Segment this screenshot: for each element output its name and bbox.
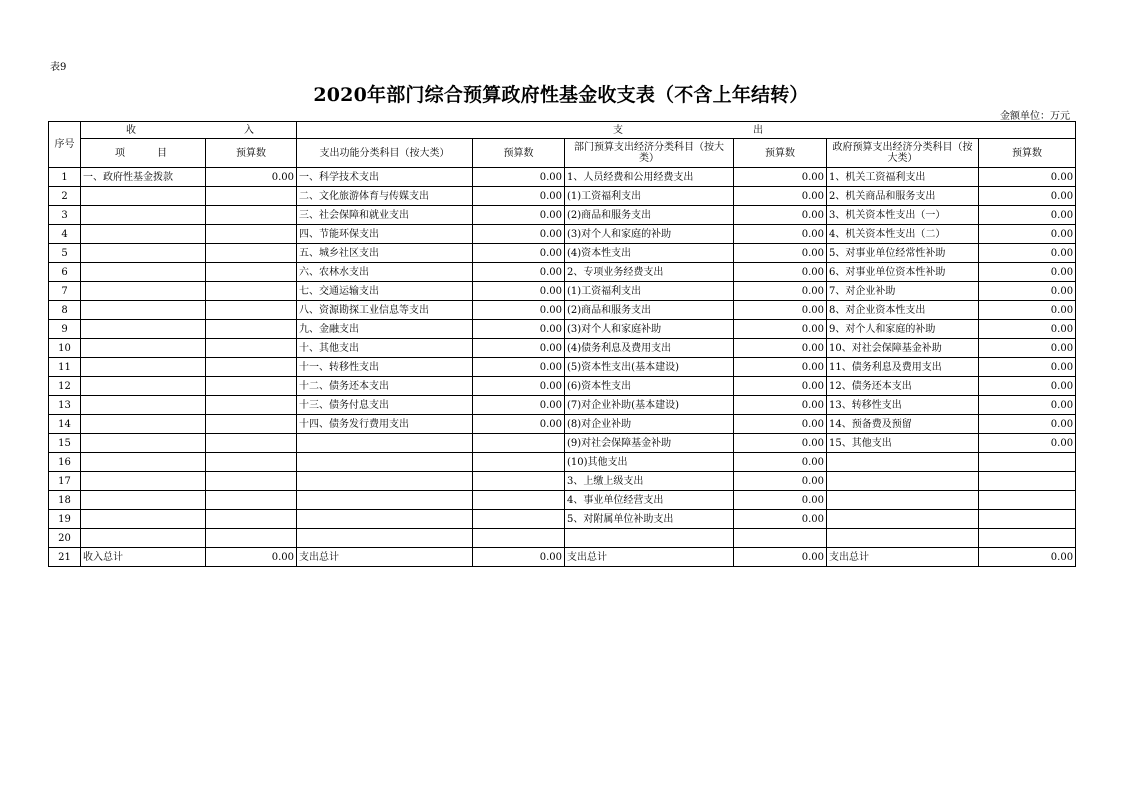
gov-amount: 0.00 <box>979 168 1076 187</box>
income-amount <box>206 320 297 339</box>
income-item <box>81 263 206 282</box>
row-seq: 3 <box>49 206 81 225</box>
func-amount: 0.00 <box>473 377 565 396</box>
table-row <box>49 206 1076 225</box>
income-item <box>81 206 206 225</box>
header-dept-budget: 预算数 <box>734 139 827 168</box>
func-item <box>297 453 473 472</box>
gov-amount <box>979 472 1076 491</box>
income-item <box>81 320 206 339</box>
dept-amount: 0.00 <box>734 187 827 206</box>
income-amount <box>206 453 297 472</box>
income-amount <box>206 206 297 225</box>
header-row-groups <box>49 122 1076 139</box>
income-item <box>81 377 206 396</box>
gov-item: 14、预备费及预留 <box>827 415 979 434</box>
func-amount <box>473 472 565 491</box>
func-amount: 0.00 <box>473 396 565 415</box>
func-amount <box>473 434 565 453</box>
income-amount: 0.00 <box>206 168 297 187</box>
dept-item: (7)对企业补助(基本建设) <box>565 396 734 415</box>
dept-item: (8)对企业补助 <box>565 415 734 434</box>
income-amount <box>206 396 297 415</box>
dept-item: (9)对社会保障基金补助 <box>565 434 734 453</box>
func-amount: 0.00 <box>473 263 565 282</box>
income-amount <box>206 510 297 529</box>
row-seq: 20 <box>49 529 81 548</box>
table-row <box>49 529 1076 548</box>
header-func-budget: 预算数 <box>473 139 565 168</box>
dept-item: (1)工资福利支出 <box>565 282 734 301</box>
gov-amount: 0.00 <box>979 187 1076 206</box>
row-seq: 8 <box>49 301 81 320</box>
gov-amount: 0.00 <box>979 282 1076 301</box>
dept-amount: 0.00 <box>734 263 827 282</box>
income-item <box>81 225 206 244</box>
gov-item <box>827 529 979 548</box>
func-item: 四、节能环保支出 <box>297 225 473 244</box>
row-seq: 16 <box>49 453 81 472</box>
func-amount: 0.00 <box>473 225 565 244</box>
dept-amount: 0.00 <box>734 377 827 396</box>
func-item: 九、金融支出 <box>297 320 473 339</box>
func-item <box>297 529 473 548</box>
dept-item: (3)对个人和家庭的补助 <box>565 225 734 244</box>
gov-item: 6、对事业单位资本性补助 <box>827 263 979 282</box>
dept-item: 5、对附属单位补助支出 <box>565 510 734 529</box>
gov-item: 15、其他支出 <box>827 434 979 453</box>
income-amount: 0.00 <box>206 548 297 567</box>
dept-item: 1、人员经费和公用经费支出 <box>565 168 734 187</box>
dept-item: (4)资本性支出 <box>565 244 734 263</box>
table-row <box>49 453 1076 472</box>
income-item <box>81 472 206 491</box>
income-amount <box>206 377 297 396</box>
income-amount <box>206 225 297 244</box>
header-income-a: 收 <box>126 124 136 136</box>
gov-amount: 0.00 <box>979 263 1076 282</box>
func-amount: 0.00 <box>473 415 565 434</box>
income-item <box>81 434 206 453</box>
income-amount <box>206 434 297 453</box>
income-amount <box>206 263 297 282</box>
gov-item <box>827 491 979 510</box>
func-amount: 0.00 <box>473 339 565 358</box>
func-item <box>297 434 473 453</box>
table-row <box>49 358 1076 377</box>
income-amount <box>206 187 297 206</box>
gov-amount: 0.00 <box>979 339 1076 358</box>
income-item <box>81 339 206 358</box>
table-row <box>49 377 1076 396</box>
income-item: 一、政府性基金拨款 <box>81 168 206 187</box>
row-seq: 11 <box>49 358 81 377</box>
table-row <box>49 510 1076 529</box>
func-item: 十、其他支出 <box>297 339 473 358</box>
gov-item: 9、对个人和家庭的补助 <box>827 320 979 339</box>
table-row <box>49 396 1076 415</box>
func-item: 二、文化旅游体育与传媒支出 <box>297 187 473 206</box>
gov-amount: 0.00 <box>979 301 1076 320</box>
table-id: 表9 <box>50 62 67 73</box>
dept-amount: 0.00 <box>734 434 827 453</box>
func-item <box>297 472 473 491</box>
table-row <box>49 168 1076 187</box>
gov-amount: 0.00 <box>979 320 1076 339</box>
dept-amount: 0.00 <box>734 472 827 491</box>
gov-amount <box>979 510 1076 529</box>
func-amount <box>473 491 565 510</box>
dept-amount: 0.00 <box>734 548 827 567</box>
func-amount: 0.00 <box>473 244 565 263</box>
page-title: 2020年部门综合预算政府性基金收支表（不含上年结转） <box>313 84 809 106</box>
row-seq: 14 <box>49 415 81 434</box>
table-row <box>49 301 1076 320</box>
dept-item: 2、专项业务经费支出 <box>565 263 734 282</box>
income-item <box>81 453 206 472</box>
gov-item: 支出总计 <box>827 548 979 567</box>
table-row <box>49 244 1076 263</box>
table-body <box>49 168 1076 567</box>
row-seq: 10 <box>49 339 81 358</box>
gov-item: 5、对事业单位经常性补助 <box>827 244 979 263</box>
table-row <box>49 320 1076 339</box>
gov-item <box>827 510 979 529</box>
gov-item <box>827 472 979 491</box>
dept-item <box>565 529 734 548</box>
income-amount <box>206 244 297 263</box>
gov-item: 3、机关资本性支出（一） <box>827 206 979 225</box>
dept-amount: 0.00 <box>734 206 827 225</box>
amount-unit: 金额单位：万元 <box>1000 111 1070 122</box>
header-income-group <box>81 122 297 139</box>
income-amount <box>206 491 297 510</box>
func-amount: 0.00 <box>473 320 565 339</box>
gov-amount <box>979 529 1076 548</box>
income-amount <box>206 415 297 434</box>
table-row <box>49 263 1076 282</box>
row-seq: 17 <box>49 472 81 491</box>
gov-item <box>827 453 979 472</box>
dept-item: (1)工资福利支出 <box>565 187 734 206</box>
gov-amount: 0.00 <box>979 434 1076 453</box>
dept-item: (10)其他支出 <box>565 453 734 472</box>
gov-item: 10、对社会保障基金补助 <box>827 339 979 358</box>
row-seq: 2 <box>49 187 81 206</box>
dept-item: 4、事业单位经营支出 <box>565 491 734 510</box>
gov-amount: 0.00 <box>979 377 1076 396</box>
row-seq: 9 <box>49 320 81 339</box>
gov-amount: 0.00 <box>979 396 1076 415</box>
dept-item: (5)资本性支出(基本建设) <box>565 358 734 377</box>
income-amount <box>206 282 297 301</box>
func-item <box>297 510 473 529</box>
income-amount <box>206 472 297 491</box>
gov-amount: 0.00 <box>979 225 1076 244</box>
row-seq: 7 <box>49 282 81 301</box>
func-item: 五、城乡社区支出 <box>297 244 473 263</box>
row-seq: 5 <box>49 244 81 263</box>
income-item <box>81 187 206 206</box>
func-item: 十二、债务还本支出 <box>297 377 473 396</box>
gov-item: 12、债务还本支出 <box>827 377 979 396</box>
income-item: 收入总计 <box>81 548 206 567</box>
table-row <box>49 225 1076 244</box>
func-item: 十三、债务付息支出 <box>297 396 473 415</box>
gov-item: 4、机关资本性支出（二） <box>827 225 979 244</box>
row-seq: 13 <box>49 396 81 415</box>
income-item <box>81 396 206 415</box>
func-amount <box>473 453 565 472</box>
dept-amount: 0.00 <box>734 491 827 510</box>
dept-item: (6)资本性支出 <box>565 377 734 396</box>
func-amount: 0.00 <box>473 548 565 567</box>
dept-amount: 0.00 <box>734 453 827 472</box>
row-seq: 18 <box>49 491 81 510</box>
dept-amount: 0.00 <box>734 358 827 377</box>
income-item <box>81 415 206 434</box>
dept-item: (2)商品和服务支出 <box>565 301 734 320</box>
func-amount: 0.00 <box>473 282 565 301</box>
row-seq: 1 <box>49 168 81 187</box>
table-row <box>49 434 1076 453</box>
func-item: 支出总计 <box>297 548 473 567</box>
income-amount <box>206 339 297 358</box>
dept-amount <box>734 529 827 548</box>
gov-item: 1、机关工资福利支出 <box>827 168 979 187</box>
gov-item: 13、转移性支出 <box>827 396 979 415</box>
table-row <box>49 187 1076 206</box>
header-func-class: 支出功能分类科目（按大类） <box>297 139 473 168</box>
func-amount: 0.00 <box>473 206 565 225</box>
table-row <box>49 548 1076 567</box>
income-item <box>81 282 206 301</box>
row-seq: 6 <box>49 263 81 282</box>
func-amount: 0.00 <box>473 168 565 187</box>
gov-amount: 0.00 <box>979 244 1076 263</box>
income-amount <box>206 358 297 377</box>
header-dept-econ-class: 部门预算支出经济分类科目（按大类） <box>565 139 734 168</box>
gov-item: 8、对企业资本性支出 <box>827 301 979 320</box>
row-seq: 21 <box>49 548 81 567</box>
income-item <box>81 529 206 548</box>
func-item: 三、社会保障和就业支出 <box>297 206 473 225</box>
func-item: 六、农林水支出 <box>297 263 473 282</box>
gov-item: 2、机关商品和服务支出 <box>827 187 979 206</box>
row-seq: 4 <box>49 225 81 244</box>
func-item: 一、科学技术支出 <box>297 168 473 187</box>
income-item <box>81 244 206 263</box>
dept-amount: 0.00 <box>734 415 827 434</box>
table-row <box>49 339 1076 358</box>
dept-item: 3、上缴上级支出 <box>565 472 734 491</box>
dept-amount: 0.00 <box>734 244 827 263</box>
income-item <box>81 491 206 510</box>
row-seq: 12 <box>49 377 81 396</box>
dept-amount: 0.00 <box>734 510 827 529</box>
header-gov-econ-class: 政府预算支出经济分类科目（按大类） <box>827 139 979 168</box>
gov-amount: 0.00 <box>979 415 1076 434</box>
budget-table <box>48 121 1076 567</box>
func-amount: 0.00 <box>473 301 565 320</box>
header-item: 项 目 <box>81 139 206 168</box>
row-seq: 19 <box>49 510 81 529</box>
dept-amount: 0.00 <box>734 339 827 358</box>
income-amount <box>206 529 297 548</box>
dept-amount: 0.00 <box>734 396 827 415</box>
gov-item: 11、债务利息及费用支出 <box>827 358 979 377</box>
func-amount: 0.00 <box>473 187 565 206</box>
header-income-b: 入 <box>244 124 254 136</box>
func-item: 七、交通运输支出 <box>297 282 473 301</box>
dept-amount: 0.00 <box>734 301 827 320</box>
header-seq: 序号 <box>49 122 81 168</box>
income-item <box>81 301 206 320</box>
table-row <box>49 491 1076 510</box>
func-item: 八、资源勘探工业信息等支出 <box>297 301 473 320</box>
func-amount: 0.00 <box>473 358 565 377</box>
header-expense-group <box>297 122 1076 139</box>
dept-item: (3)对个人和家庭补助 <box>565 320 734 339</box>
header-income-budget: 预算数 <box>206 139 297 168</box>
gov-amount <box>979 453 1076 472</box>
table-row <box>49 282 1076 301</box>
table-row <box>49 415 1076 434</box>
header-gov-budget: 预算数 <box>979 139 1076 168</box>
func-amount <box>473 510 565 529</box>
dept-item: (2)商品和服务支出 <box>565 206 734 225</box>
income-amount <box>206 301 297 320</box>
func-item: 十一、转移性支出 <box>297 358 473 377</box>
header-expense-b: 出 <box>753 124 764 136</box>
header-row-columns <box>49 139 1076 168</box>
dept-amount: 0.00 <box>734 320 827 339</box>
gov-amount: 0.00 <box>979 206 1076 225</box>
gov-amount <box>979 491 1076 510</box>
gov-item: 7、对企业补助 <box>827 282 979 301</box>
dept-amount: 0.00 <box>734 168 827 187</box>
dept-amount: 0.00 <box>734 225 827 244</box>
func-amount <box>473 529 565 548</box>
func-item: 十四、债务发行费用支出 <box>297 415 473 434</box>
gov-amount: 0.00 <box>979 548 1076 567</box>
dept-item: 支出总计 <box>565 548 734 567</box>
table-row <box>49 472 1076 491</box>
gov-amount: 0.00 <box>979 358 1076 377</box>
income-item <box>81 358 206 377</box>
func-item <box>297 491 473 510</box>
dept-item: (4)债务利息及费用支出 <box>565 339 734 358</box>
income-item <box>81 510 206 529</box>
header-expense-a: 支 <box>613 124 623 136</box>
row-seq: 15 <box>49 434 81 453</box>
dept-amount: 0.00 <box>734 282 827 301</box>
